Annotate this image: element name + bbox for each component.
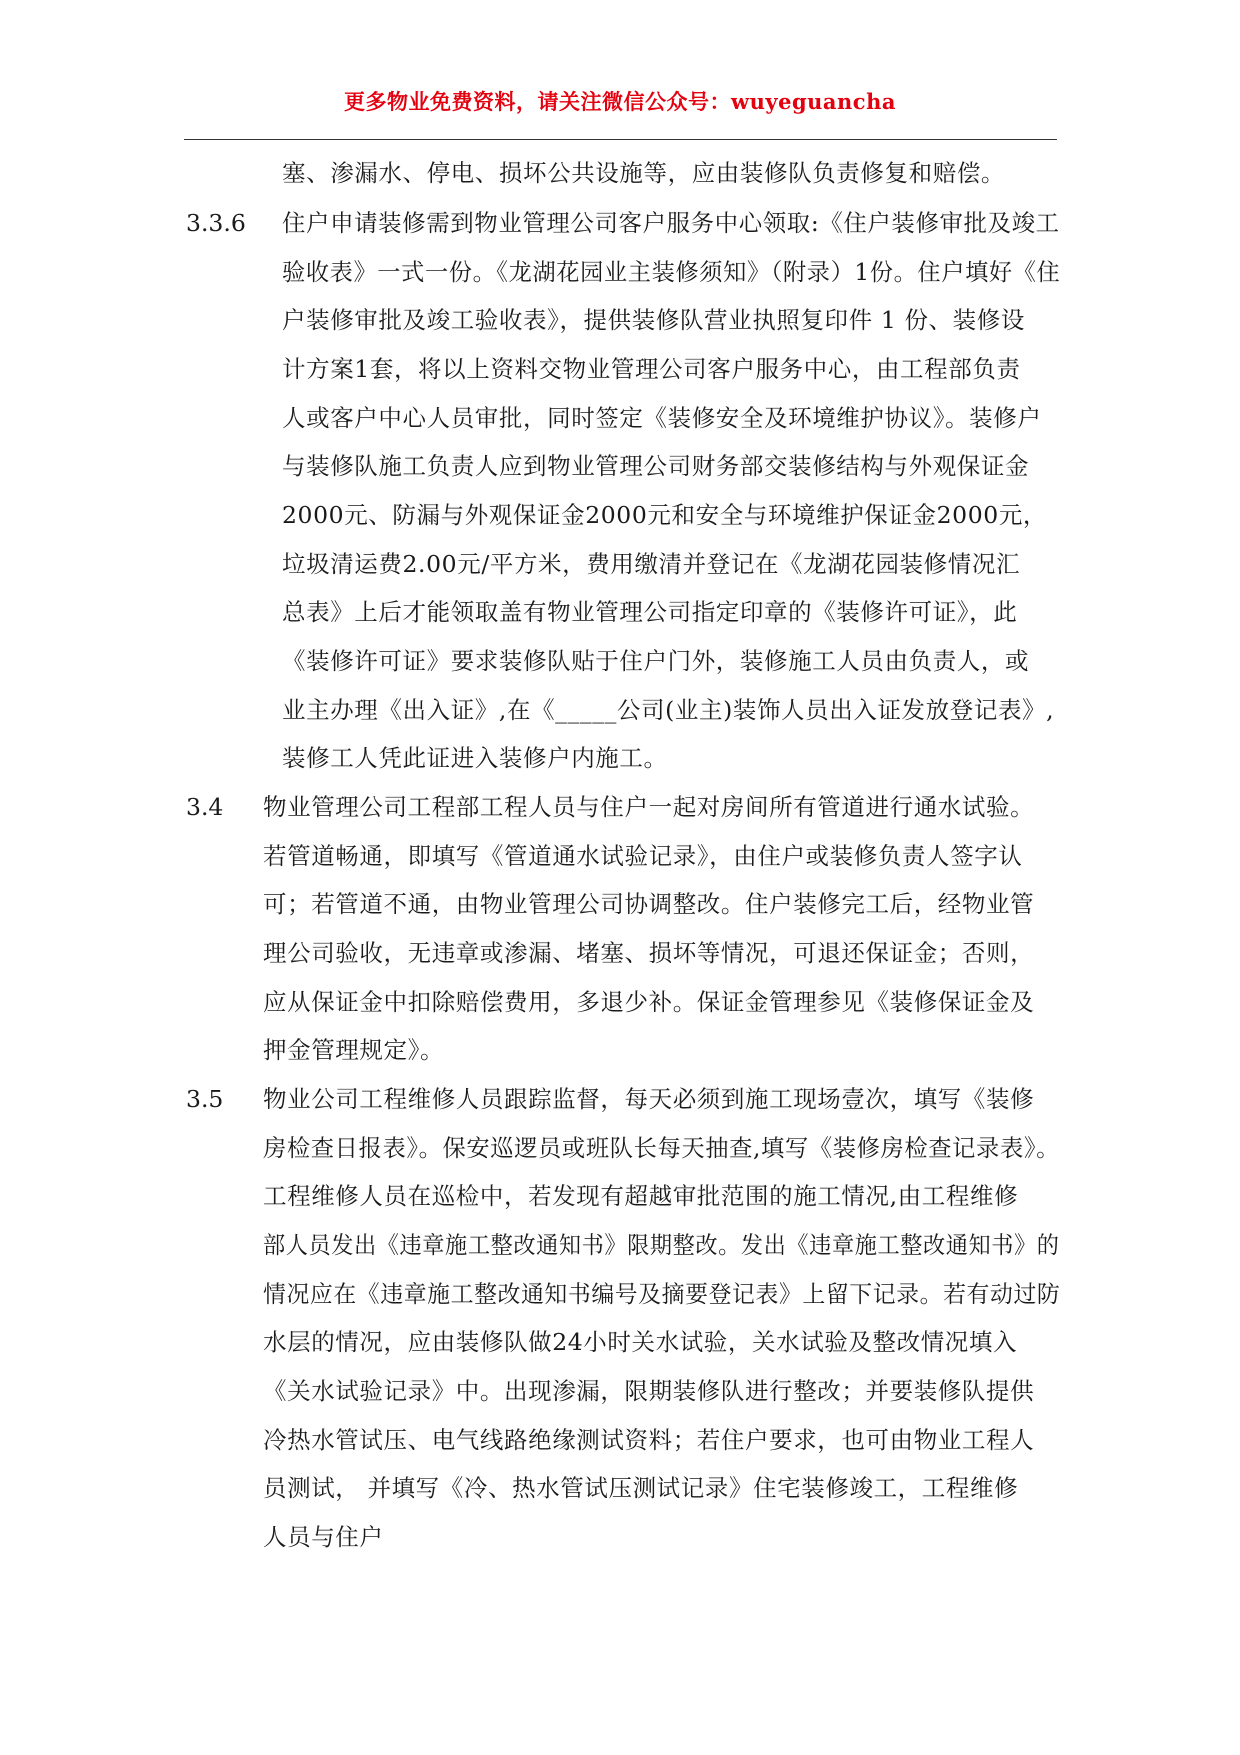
- text-line: 情况应在《违章施工整改通知书编号及摘要登记表》上留下记录。若有动过防: [263, 1280, 1061, 1308]
- text-line: 理公司验收，无违章或渗漏、堵塞、损坏等情况，可退还保证金；否则，: [263, 939, 1035, 967]
- section-number: 3.3.6: [186, 209, 246, 237]
- text-line: 物业管理公司工程部工程人员与住户一起对房间所有管道进行通水试验。: [263, 793, 1035, 821]
- text-line: 塞、渗漏水、停电、损坏公共设施等，应由装修队负责修复和赔偿。: [282, 159, 1005, 187]
- text-line: 员测试， 并填写《冷、热水管试压测试记录》住宅装修竣工，工程维修: [263, 1474, 1019, 1502]
- text-line: 《装修许可证》要求装修队贴于住户门外，装修施工人员由负责人，或: [282, 647, 1030, 675]
- text-line: 住户申请装修需到物业管理公司客户服务中心领取:《住户装修审批及竣工: [282, 209, 1060, 237]
- text-line: 若管道畅通，即填写《管道通水试验记录》，由住户或装修负责人签字认: [263, 842, 1023, 870]
- text-line: 计方案1套，将以上资料交物业管理公司客户服务中心，由工程部负责: [282, 355, 1021, 383]
- section-number: 3.4: [186, 793, 224, 821]
- text-line: 物业公司工程维修人员跟踪监督，每天必须到施工现场壹次，填写《装修: [263, 1085, 1035, 1113]
- text-line: 业主办理《出入证》,在《_____公司(业主)装饰人员出入证发放登记表》,: [282, 696, 1055, 724]
- text-line: 房检查日报表》。保安巡逻员或班队长每天抽查,填写《装修房检查记录表》。: [263, 1134, 1060, 1162]
- text-line: 与装修队施工负责人应到物业管理公司财务部交装修结构与外观保证金: [282, 452, 1030, 480]
- text-line: 可；若管道不通，由物业管理公司协调整改。住户装修完工后，经物业管: [263, 890, 1035, 918]
- text-line: 装修工人凭此证进入装修户内施工。: [282, 744, 668, 772]
- text-line: 水层的情况，应由装修队做24小时关水试验，关水试验及整改情况填入: [263, 1328, 1018, 1356]
- text-line: 垃圾清运费2.00元/平方米，费用缴清并登记在《龙湖花园装修情况汇: [282, 550, 1021, 578]
- text-line: 押金管理规定》。: [263, 1036, 445, 1064]
- text-line: 工程维修人员在巡检中，若发现有超越审批范围的施工情况,由工程维修: [263, 1182, 1019, 1210]
- section-number: 3.5: [186, 1085, 224, 1113]
- text-line: 总表》上后才能领取盖有物业管理公司指定印章的《装修许可证》，此: [282, 598, 1018, 626]
- text-line: 人员与住户: [263, 1523, 384, 1551]
- text-line: 人或客户中心人员审批，同时签定《装修安全及环境维护协议》。装修户: [282, 404, 1042, 432]
- text-line: 验收表》一式一份。《龙湖花园业主装修须知》（附录）1份。住户填好《住: [282, 258, 1061, 286]
- text-line: 应从保证金中扣除赔偿费用，多退少补。保证金管理参见《装修保证金及: [263, 988, 1035, 1016]
- page-header-banner: 更多物业免费资料，请关注微信公众号：wuyeguancha: [344, 89, 896, 114]
- text-line: 2000元、防漏与外观保证金2000元和安全与环境维护保证金2000元，: [282, 501, 1048, 529]
- text-line: 户装修审批及竣工验收表》，提供装修队营业执照复印件 1 份、装修设: [282, 306, 1025, 334]
- text-line: 《关水试验记录》中。出现渗漏，限期装修队进行整改；并要装修队提供: [263, 1377, 1035, 1405]
- text-line: 冷热水管试压、电气线路绝缘测试资料；若住户要求，也可由物业工程人: [263, 1426, 1035, 1454]
- header-divider: [184, 139, 1057, 140]
- text-line: 部人员发出《违章施工整改通知书》限期整改。发出《违章施工整改通知书》的: [263, 1231, 1060, 1259]
